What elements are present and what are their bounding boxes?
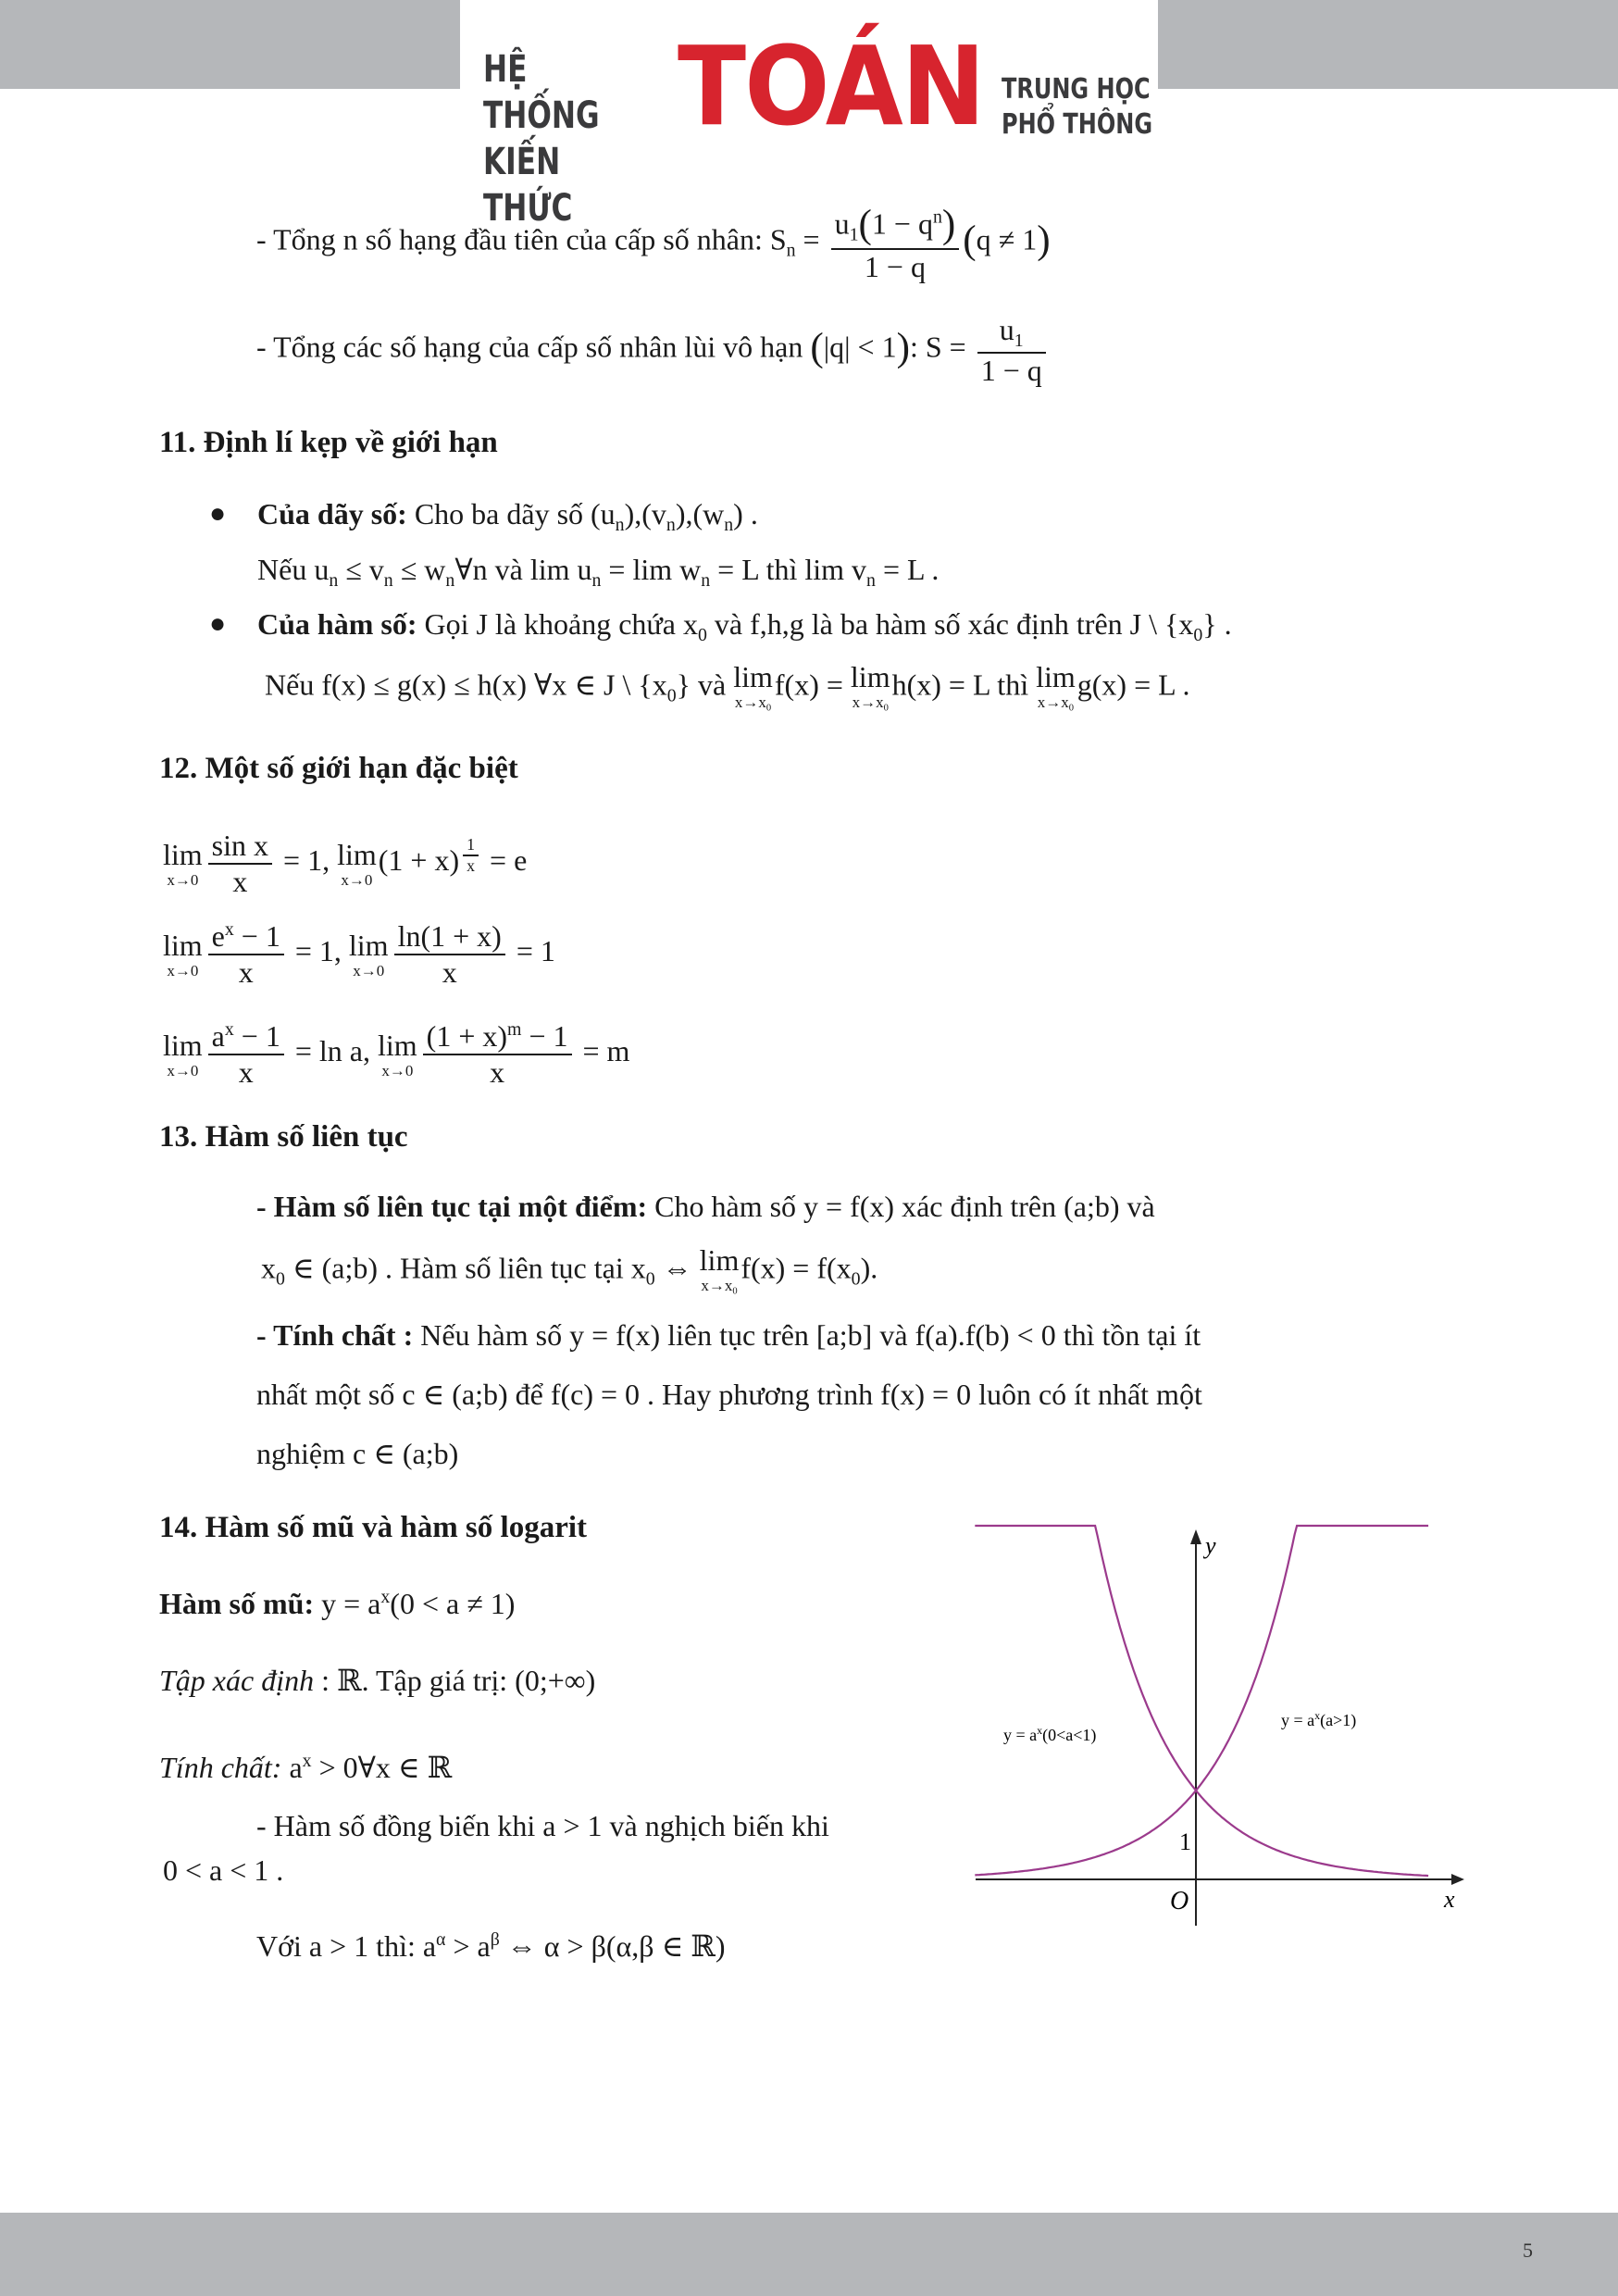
special-limit-3: lim x→0 $\frac{a^x - 1}{x}$ = ln a, lim x→0 $\frac{(1 + x)^m - 1}{x}$ = m xyxy=(163,1019,630,1089)
s11-b2-line2: Nếu f(x) ≤ g(x) ≤ h(x) ∀x ∈ J \ $\{x_0\}$ và lim $x\to x_0$ f(x) = lim $x\to x_0$ h(x) = L thì lim $x\to x_0$ g(x) = L . xyxy=(265,660,1190,714)
s13-p2-text7: luôn có ít nhất một xyxy=(978,1378,1202,1411)
x-axis-label: x xyxy=(1444,1886,1455,1913)
s11-b2-line1: Của hàm số: Gọi J là khoảng chứa $x_0$ và f,h,g là ba hàm số xác định trên J \ $\{x_0\}$ . xyxy=(257,607,1232,645)
s11-b1-then: thì xyxy=(765,553,798,586)
right-curve-exp: x xyxy=(1314,1709,1321,1722)
s14-range-label: Tập giá trị: xyxy=(376,1664,508,1697)
right-curve-label xyxy=(1281,1709,1356,1730)
geo-sum-lead: - Tổng n số hạng đầu tiên của cấp số nhân: xyxy=(256,222,770,256)
geo-inf-formula: $\frac{u_1}{1 - q}$ xyxy=(977,313,1046,388)
header-left-line2: KIẾN THỨC xyxy=(483,141,573,230)
s11-b2-then: thì xyxy=(997,668,1029,702)
s14-mono-line2: 0 < a < 1 . xyxy=(163,1853,284,1887)
s13-p2-line1: - Tính chất : Nếu hàm số y = f(x) liên tục trên [a;b] và f(a).f(b) < 0 thì tồn tại ít xyxy=(256,1318,1201,1352)
s13-p1-label: - Hàm số liên tục tại một điểm: xyxy=(256,1190,648,1223)
special-limit-1: lim x→0 $\frac{\text{sin x}}{x}$ = 1, lim x→0 (1 + x) $^{\frac{1}{x}}$ = e xyxy=(163,829,528,898)
s14-exp-label: Hàm số mũ: xyxy=(159,1586,315,1620)
s13-p2-line3: nghiệm c ∈ (a;b) xyxy=(256,1437,459,1470)
s14-then-text: thì: xyxy=(376,1928,416,1963)
section-14-title: 14. Hàm số mũ và hàm số logarit xyxy=(159,1511,587,1544)
s11-b1-line1: Của dãy số: Cho ba dãy số $(u_n),(v_n),(w_n)$ . xyxy=(257,497,758,535)
s14-mono-text2: và nghịch biến khi xyxy=(609,1809,829,1842)
page-number: 5 xyxy=(1523,2239,1533,2262)
s11-b2-text1: Gọi J là khoảng chứa xyxy=(424,607,676,641)
section-12-title: 12. Một số giới hạn đặc biệt xyxy=(159,752,518,785)
s13-p2-text2: liên tục trên xyxy=(667,1318,809,1352)
bullet-icon: ● xyxy=(209,498,227,529)
s14-prop-line: Tính chất: $a^x$ > 0∀x ∈ ℝ xyxy=(159,1750,453,1784)
exp-graph xyxy=(972,1518,1472,1935)
s13-p2-text8: nghiệm xyxy=(256,1437,345,1470)
curve-decreasing xyxy=(975,1526,1428,1876)
left-curve-label xyxy=(1003,1724,1096,1745)
s14-mono-line1: - Hàm số đồng biến khi a > 1 và nghịch biến khi xyxy=(256,1809,829,1842)
s11-b2-label: Của hàm số: xyxy=(257,607,417,641)
s13-p1-line2: $x_0$ ∈ (a;b) . Hàm số liên tục tại $x_0$ ⇔ lim $x\to x_0$ $f(x) = f(x_0)$. xyxy=(261,1243,878,1297)
s13-p2-text6: . Hay phương trình xyxy=(647,1378,874,1411)
header-right-text xyxy=(1002,72,1152,143)
s13-p2-text5: để xyxy=(515,1378,543,1411)
s14-exp-def: Hàm số mũ: $y = a^x(0 < a \ne 1)$ xyxy=(159,1586,516,1620)
s13-p2-text3: thì tồn tại ít xyxy=(1063,1318,1201,1352)
geo-sum-formula: $\frac{u_1(1 - q^n)}{1 - q}$ xyxy=(831,202,960,283)
left-curve-cond: (0<a<1) xyxy=(1042,1726,1097,1744)
right-curve-cond: (a>1) xyxy=(1320,1711,1357,1729)
s11-b1-text: Cho ba dãy số xyxy=(414,497,584,530)
bullet-icon: ● xyxy=(209,608,227,639)
footer-bar xyxy=(0,2213,1618,2296)
y-axis-label: y xyxy=(1205,1532,1216,1559)
s14-mono-text1: - Hàm số đồng biến khi xyxy=(256,1809,536,1842)
s11-b1-line2: Nếu $u_n \le v_n$ ≤ $w_n\forall n$ và $\lim u_n = \lim w_n = L$ thì $\lim v_n = L$ . xyxy=(257,553,940,591)
header-right-line1: TRUNG HỌC xyxy=(1002,73,1151,106)
geo-inf-lead: - Tổng các số hạng của cấp số nhân lùi vô hạn xyxy=(256,330,811,364)
origin-label: O xyxy=(1170,1887,1189,1915)
left-curve-exp: x xyxy=(1037,1724,1043,1737)
s13-p2-and: và xyxy=(879,1318,908,1352)
header-left-line1: HỆ THỐNG xyxy=(483,48,600,137)
s14-domain-label: Tập xác định xyxy=(159,1664,315,1697)
section-13-title: 13. Hàm số liên tục xyxy=(159,1120,408,1154)
s13-p1-and: và xyxy=(1126,1190,1155,1223)
curve-increasing xyxy=(975,1526,1428,1875)
s11-b1-label: Của dãy số: xyxy=(257,497,407,530)
s13-p1-text2: xác định trên xyxy=(902,1190,1057,1223)
s14-domain-line: Tập xác định : ℝ. Tập giá trị: (0;+∞) xyxy=(159,1664,596,1697)
special-limit-2: lim x→0 $\frac{e^x - 1}{x}$ = 1, lim x→0 $\frac{\ln(1 + x)}{x}$ = 1 xyxy=(163,919,555,989)
s14-with-text: Với xyxy=(256,1928,302,1963)
geo-sum-line: - Tổng n số hạng đầu tiên của cấp số nhân: $S_n$ = $\frac{u_1(1 - q^n)}{1 - q}$ (q ≠ 1) xyxy=(256,203,1051,283)
s11-b2-text2: và f,h,g là ba hàm số xác định trên xyxy=(714,607,1123,641)
s13-p2-text: Nếu hàm số xyxy=(420,1318,563,1352)
s14-with-line: Với a > 1 thì: $a^\alpha > a^\beta$ ⇔ α > β(α,β ∈ ℝ) xyxy=(256,1928,726,1963)
s13-p2-line2: nhất một số c ∈ (a;b) để f(c) = 0 . Hay phương trình f(x) = 0 luôn có ít nhất một xyxy=(256,1378,1202,1411)
s13-p1-line1: - Hàm số liên tục tại một điểm: Cho hàm số y = f(x) xác định trên (a;b) và xyxy=(256,1190,1155,1223)
right-curve-eq: y = a xyxy=(1281,1711,1315,1729)
s13-p1-text3: . Hàm số liên tục tại xyxy=(385,1251,624,1285)
s13-p2-label: - Tính chất : xyxy=(256,1318,414,1352)
s11-b1-and: và xyxy=(494,553,523,586)
s14-prop-label: Tính chất: xyxy=(159,1750,282,1784)
s13-p1-text: Cho hàm số xyxy=(654,1190,797,1223)
geo-inf-line: - Tổng các số hạng của cấp số nhân lùi vô hạn (|q| < 1): S = $\frac{u_1}{1 - q}$ xyxy=(256,313,1050,388)
x-axis-arrow-icon xyxy=(1451,1874,1464,1885)
s11-b1-if: Nếu xyxy=(257,553,307,586)
header-title: TOÁN xyxy=(678,22,984,150)
y-axis-arrow-icon xyxy=(1190,1529,1201,1544)
s13-p2-text4: nhất một số xyxy=(256,1378,395,1411)
s11-b2-if: Nếu xyxy=(265,668,315,702)
s11-b2-and: và xyxy=(698,668,727,702)
header-right-line2: PHỔ THÔNG xyxy=(1002,108,1153,141)
one-label: 1 xyxy=(1179,1828,1191,1855)
section-11-title: 11. Định lí kẹp về giới hạn xyxy=(159,426,498,459)
left-curve-eq: y = a xyxy=(1003,1726,1038,1744)
